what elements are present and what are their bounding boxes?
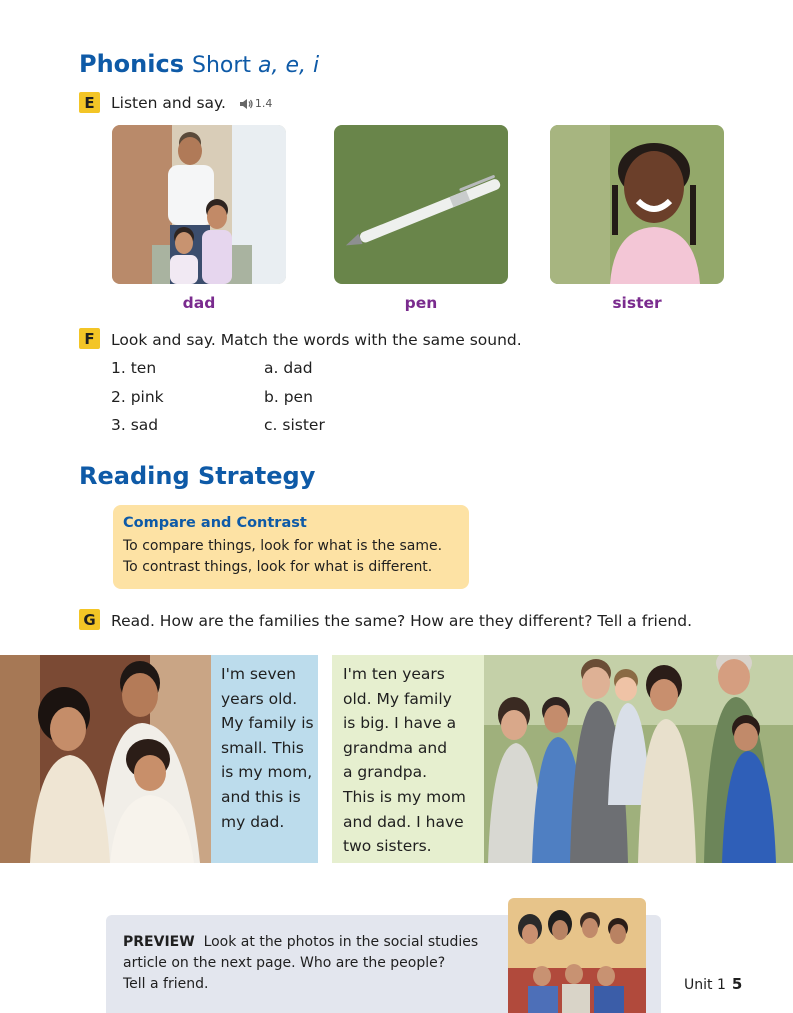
strategy-box-title: Compare and Contrast	[123, 515, 307, 531]
phonics-heading	[79, 50, 319, 78]
activity-f-badge: F	[79, 328, 100, 349]
match-right-b: b. pen	[264, 388, 313, 406]
match-right-a: a. dad	[264, 359, 313, 377]
story-small-family-panel	[211, 655, 318, 863]
audio-track-number: 1.4	[254, 97, 273, 110]
unit-label: Unit 1	[684, 977, 726, 993]
story-big-family-text: I'm ten years old. My family is big. I have a grandma and a grandpa. This is my mom and dad. I have two sisters.	[343, 665, 466, 856]
page-number: 5	[731, 975, 743, 993]
phonics-title: Phonics	[79, 50, 184, 78]
match-right-c: c. sister	[264, 416, 325, 434]
story-small-family-text: I'm seven years old. My family is small. This is my mom, and this is my dad.	[221, 665, 314, 831]
father-and-daughters-photo	[112, 125, 286, 284]
audio-button[interactable]	[239, 97, 273, 110]
activity-f-instruction: Look and say. Match the words with the same sound.	[111, 331, 522, 349]
smiling-girl-photo	[550, 125, 724, 284]
caption-pen: pen	[404, 294, 438, 312]
caption-sister: sister	[612, 294, 662, 312]
story-big-family-panel	[332, 655, 484, 863]
big-family-photo	[484, 655, 793, 863]
match-left-1: 1. ten	[111, 359, 157, 377]
strategy-line-contrast: To contrast things, look for what is different.	[123, 559, 433, 575]
strategy-line-compare: To compare things, look for what is the same.	[123, 538, 443, 554]
phonics-subtitle: Short a, e, i	[192, 53, 320, 78]
page-footer	[684, 975, 742, 993]
speaker-icon	[239, 98, 253, 110]
match-left-3: 3. sad	[111, 416, 159, 434]
activity-e-instruction: Listen and say. 1.4	[111, 94, 273, 112]
activity-g-badge: G	[79, 609, 100, 630]
activity-g-instruction: Read. How are the families the same? How are they different? Tell a friend.	[111, 612, 692, 630]
match-left-2: 2. pink	[111, 388, 164, 406]
activity-e-badge: E	[79, 92, 100, 113]
preview-text: PREVIEW Look at the photos in the social studies article on the next page. Who are the people? Tell a friend.	[123, 934, 479, 992]
small-family-photo	[0, 655, 211, 863]
reading-strategy-heading: Reading Strategy	[79, 462, 316, 490]
preview-family-photo	[508, 898, 646, 1013]
strategy-box	[113, 505, 469, 589]
preview-label: PREVIEW	[123, 934, 195, 950]
pen-on-green-photo	[334, 125, 508, 284]
caption-dad: dad	[182, 294, 216, 312]
